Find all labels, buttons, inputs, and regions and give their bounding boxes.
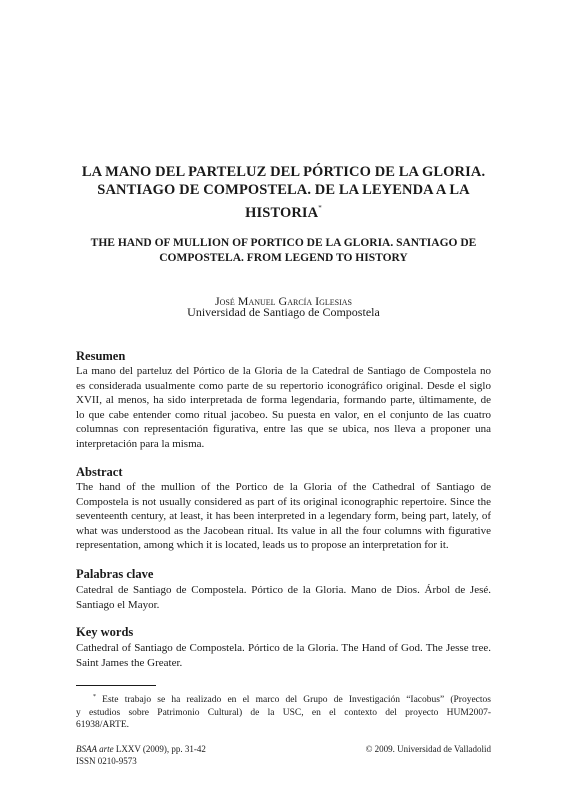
journal-citation bbox=[76, 743, 206, 767]
resumen-heading: Resumen bbox=[76, 349, 126, 363]
footnote-line-2: y estudios sobre Patrimonio Cultural) de la USC, en el contexto del proyecto HUM2007- bbox=[76, 707, 491, 718]
resumen-line: lo que cabe entender como ritual jacobeo. Su puesta en valor, en el conjunto de las cuatro bbox=[76, 408, 491, 421]
key-words-line: Cathedral of Santiago de Compostela. Pórtico de la Gloria. The Hand of God. The Jesse tree. bbox=[76, 642, 491, 654]
palabras-clave-heading: Palabras clave bbox=[76, 567, 154, 581]
abstract-line: representation, among which it is located, leads us to propose an interpretation for it. bbox=[76, 539, 449, 552]
abstract-line: The hand of the mullion of the Portico de la Gloria of the Cathedral of Santiago de bbox=[76, 481, 491, 493]
journal-issue bbox=[76, 743, 206, 755]
english-title-line-1: THE HAND OF MULLION OF PORTICO DE LA GLORIA. SANTIAGO DE bbox=[90, 237, 477, 249]
key-words-body bbox=[76, 641, 491, 670]
footnote-separator bbox=[76, 685, 156, 686]
footnote-mark: * bbox=[93, 694, 96, 700]
resumen-line: columnas con representación figurativa, entre las que se ubica, nos lleva a proponer una bbox=[76, 423, 491, 436]
spanish-title bbox=[76, 163, 491, 222]
spanish-title-line-2: SANTIAGO DE COMPOSTELA. DE LA LEYENDA A LA bbox=[97, 182, 470, 198]
abstract-body bbox=[76, 480, 491, 553]
spanish-title-line-3: HISTORIA bbox=[245, 205, 319, 221]
resumen-line: es considerada usualmente como parte de su repertorio iconográfico original. Desde el siglo bbox=[76, 379, 491, 392]
key-words-line: Saint James the Greater. bbox=[76, 656, 183, 669]
english-title bbox=[76, 236, 491, 266]
resumen-line: XVII, al menos, ha sido interpretada de forma legendaria, formando parte, últimamente, de bbox=[76, 394, 491, 407]
journal-issue-pages: LXXV (2009), pp. 31-42 bbox=[113, 744, 206, 754]
palabras-clave-line: Catedral de Santiago de Compostela. Pórtico de la Gloria. Mano de Dios. Árbol de Jesé. bbox=[76, 584, 491, 596]
resumen-line: interpretación para la misma. bbox=[76, 437, 205, 450]
resumen-body bbox=[76, 364, 491, 452]
abstract-line: what was understood as the Jacobean ritual. Its value in all the four columns with figurative bbox=[76, 524, 491, 537]
abstract-heading: Abstract bbox=[76, 465, 123, 479]
resumen-line: La mano del parteluz del Pórtico de la Gloria de la Catedral de Santiago de Compostela no bbox=[76, 365, 491, 377]
palabras-clave-line: Santiago el Mayor. bbox=[76, 598, 160, 611]
title-footnote-mark: * bbox=[318, 204, 322, 212]
palabras-clave-body bbox=[76, 583, 491, 612]
footnote-line-1-text: Este trabajo se ha realizado en el marco del Grupo de Investigación “Iacobus” (Proyectos bbox=[102, 695, 491, 705]
english-title-line-2: COMPOSTELA. FROM LEGEND TO HISTORY bbox=[159, 252, 408, 264]
footnote-line-3: 61938/ARTE. bbox=[76, 720, 129, 731]
copyright-notice: © 2009. Universidad de Valladolid bbox=[365, 744, 491, 754]
key-words-heading: Key words bbox=[76, 625, 134, 639]
journal-name: BSAA arte bbox=[76, 744, 114, 754]
footnote bbox=[76, 691, 491, 732]
footnote-line-1 bbox=[76, 691, 491, 707]
author-name: José Manuel García Iglesias bbox=[214, 294, 352, 308]
abstract-line: seventeenth century, at least, it has been interpreted in a legendary form, being part, lately, of bbox=[76, 510, 491, 523]
spanish-title-line-1: LA MANO DEL PARTELUZ DEL PÓRTICO DE LA GLORIA. bbox=[81, 164, 486, 180]
journal-issn: ISSN 0210-9573 bbox=[76, 756, 137, 766]
abstract-line: Compostela is not usually considered as part of its original iconographic repertoire. Since the bbox=[76, 495, 491, 508]
author-affiliation: Universidad de Santiago de Compostela bbox=[187, 305, 380, 319]
